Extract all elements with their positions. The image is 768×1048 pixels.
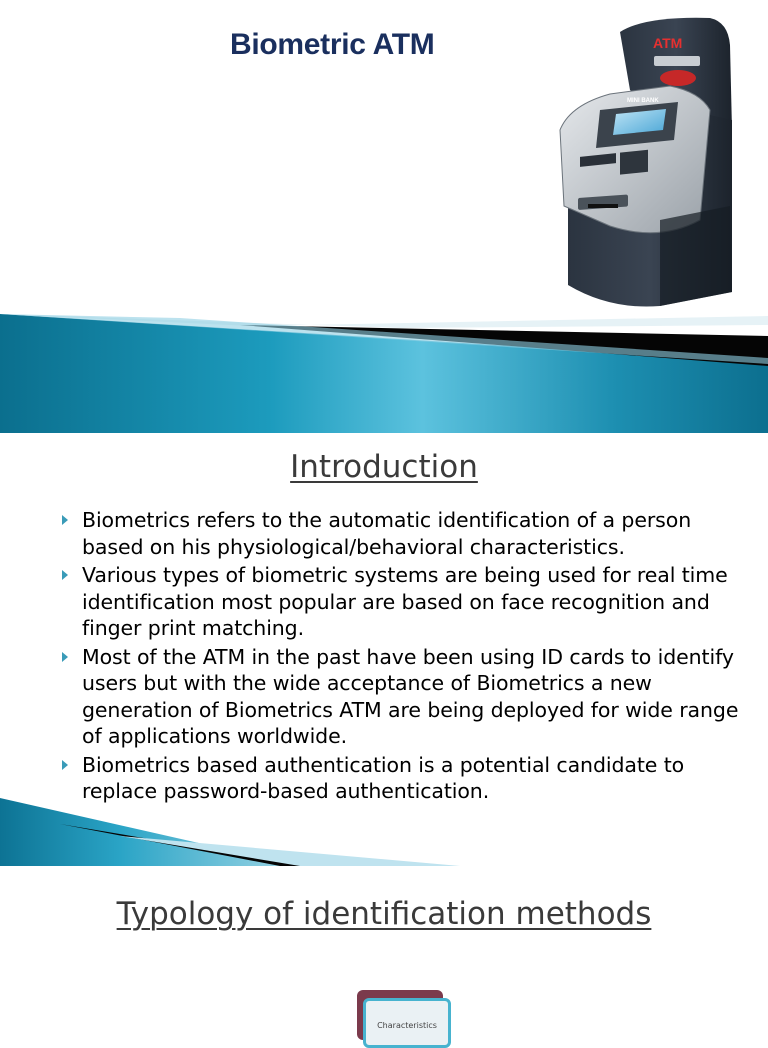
bullet-arrow-icon (62, 515, 68, 525)
bullet-item: Most of the ATM in the past have been using ID cards to identify users but with the wide acceptance of Biometrics a new generation of Biometrics ATM are being deployed for wide range of applications worldwide. (62, 644, 742, 750)
bullet-arrow-icon (62, 760, 68, 770)
slide-introduction (0, 433, 768, 866)
section-heading: Typology of identification methods (116, 896, 652, 932)
bullet-item: Various types of biometric systems are being used for real time identification most popular are based on face recognition and finger print matching. (62, 562, 742, 642)
svg-text:MINI BANK: MINI BANK (627, 98, 659, 104)
slide-title: Biometric ATM (230, 28, 435, 61)
section-heading: Introduction (290, 449, 478, 485)
bullet-item: Biometrics based authentication is a potential candidate to replace password-based authentication. (62, 752, 742, 805)
diagram-node-label: Characteristics (363, 998, 451, 1048)
bullet-arrow-icon (62, 570, 68, 580)
slide-typology (0, 866, 768, 1030)
decorative-wave-bottom (0, 786, 768, 866)
decorative-wave-band (0, 0, 768, 433)
bullet-item: Biometrics refers to the automatic identification of a person based on his physiological/behavioral characteristics. (62, 507, 742, 560)
slide-biometric-atm (0, 0, 768, 433)
bullet-list (62, 507, 742, 807)
svg-text:ATM: ATM (653, 35, 683, 51)
bullet-arrow-icon (62, 652, 68, 662)
diagram-node (357, 990, 443, 1040)
